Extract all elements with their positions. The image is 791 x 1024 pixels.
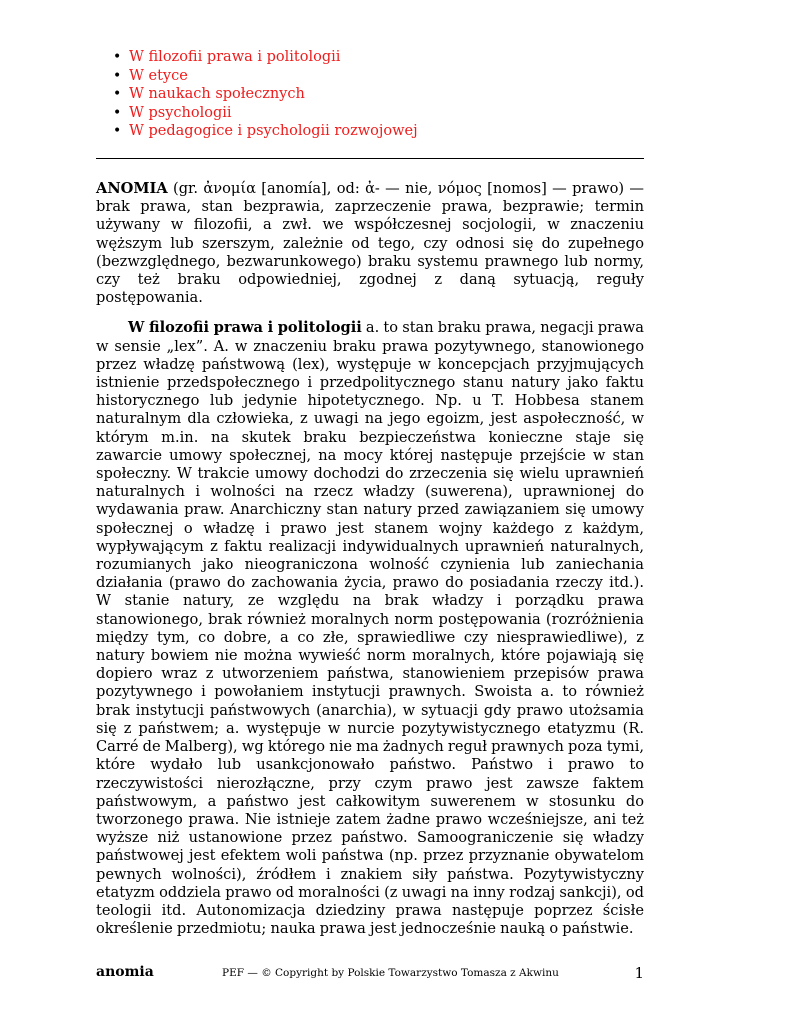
intro-paragraph	[96, 180, 644, 307]
section-paragraph	[96, 319, 644, 938]
footer-entry-name: anomia	[96, 964, 154, 980]
toc-link-pedagogika[interactable]: W pedagogice i psychologii rozwojowej	[129, 123, 418, 139]
toc-link-etyka[interactable]: W etyce	[129, 67, 188, 84]
section-heading: W filozofii prawa i politologii	[128, 319, 362, 337]
toc-item	[96, 104, 656, 123]
page-number: 1	[634, 964, 644, 982]
article-body	[96, 180, 644, 938]
toc-link-nauki-spoleczne[interactable]: W naukach społecznych	[129, 86, 305, 102]
intro-text: (gr. ἀνομία [anomía], od: ἀ- — nie, νόμος [nomos] — prawo) — brak prawa, stan bezprawia, zaprzeczenie prawa, bezprawie; termin używany w filozofii, a zwł. we współczesnej socjologii, w znaczeniu węższym lub szerszym, zależnie od tego, czy odnosi się do zupełnego (bezwzględnego, bezwarunkowego) braku systemu prawnego lub normy, czy też braku odpowiedniej, zgodnej z daną sytuacją, reguły postępowania.	[96, 180, 644, 307]
bullet-icon: •	[113, 123, 122, 139]
toc-link-psychologia[interactable]: W psychologii	[129, 104, 232, 121]
section-text: a. to stan braku prawa, negacji prawa w sensie „lex”. A. w znaczeniu braku prawa pozytywnego, stanowionego przez władzę państwową (lex), występuje w koncepcjach przyjmujących istnienie przedspołecznego i przedpolitycznego stanu natury jako faktu historycznego lub jedynie hipotetycznego. Np. u T. Hobbesa stanem naturalnym dla człowieka, z uwagi na jego egoizm, jest aspołeczność, w którym m.in. na skutek braku bezpieczeństwa konieczne staje się zawarcie umowy społecznej, na mocy której następuje przejście w stan społeczny. W trakcie umowy dochodzi do zrzeczenia się wielu uprawnień naturalnych i wolności na rzecz władzy (suwerena), uprawnionej do wydawania praw. Anarchiczny stan natury przed zawiązaniem się umowy społecznej o władzę i prawo jest stanem wojny każdego z każdym, wypływającym z faktu realizacji indywidualnych uprawnień naturalnych, rozumianych jako nieograniczona wolność czynienia lub zaniechania działania (prawo do zachowania życia, prawo do posiadania rzeczy itd.). W stanie natury, ze względu na brak władzy i porządku prawa stanowionego, brak również moralnych norm postępowania (rozróżnienia między tym, co dobre, a co złe, sprawiedliwe czy niesprawiedliwe), z natury bowiem nie można wywieść norm moralnych, które pojawiają się dopiero wraz z utworzeniem państwa, stanowieniem przepisów prawa pozytywnego i powołaniem instytucji prawnych. Swoista a. to również brak instytucji państwowych (anarchia), w sytuacji gdy prawo utożsamia się z państwem; a. występuje w nurcie pozytywistycznego etatyzmu (R. Carré de Malberg), wg którego nie ma żadnych reguł prawnych poza tymi, które wydało lub usankcjonowało państwo. Państwo i prawo to rzeczywistości nierozłączne, przy czym prawo jest zawsze faktem państwowym, a państwo jest całkowitym suwerenem w stosunku do tworzonego prawa. Nie istnieje zatem żadne prawo wcześniejsze, ani też wyższe niż ustanowione przez państwo. Samoograniczenie się władzy państwowej jest efektem woli państwa (np. przez przyznanie obywatelom pewnych wolności), źródłem i znakiem siły państwa. Pozytywistyczny etatyzm oddziela prawo od moralności (z uwagi na inny rodzaj sankcji), od teologii itd. Autonomizacja dziedziny prawa następuje poprzez ścisłe określenie przedmiotu; nauka prawa jest jednocześnie nauką o państwie.	[96, 319, 644, 938]
page-footer	[96, 964, 644, 986]
bullet-icon: •	[113, 67, 122, 84]
toc-link-filozofia-prawa[interactable]: W filozofii prawa i politologii	[129, 49, 341, 65]
bullet-icon: •	[113, 104, 122, 121]
bullet-icon: •	[113, 49, 122, 65]
table-of-contents	[96, 48, 656, 141]
entry-term: ANOMIA	[96, 180, 168, 197]
toc-item	[96, 48, 656, 67]
toc-item	[96, 122, 656, 141]
toc-item	[96, 85, 656, 104]
horizontal-divider	[96, 158, 644, 159]
footer-copyright: PEF — © Copyright by Polskie Towarzystwo Tomasza z Akwinu	[222, 967, 559, 979]
toc-item	[96, 67, 656, 86]
bullet-icon: •	[113, 86, 122, 102]
